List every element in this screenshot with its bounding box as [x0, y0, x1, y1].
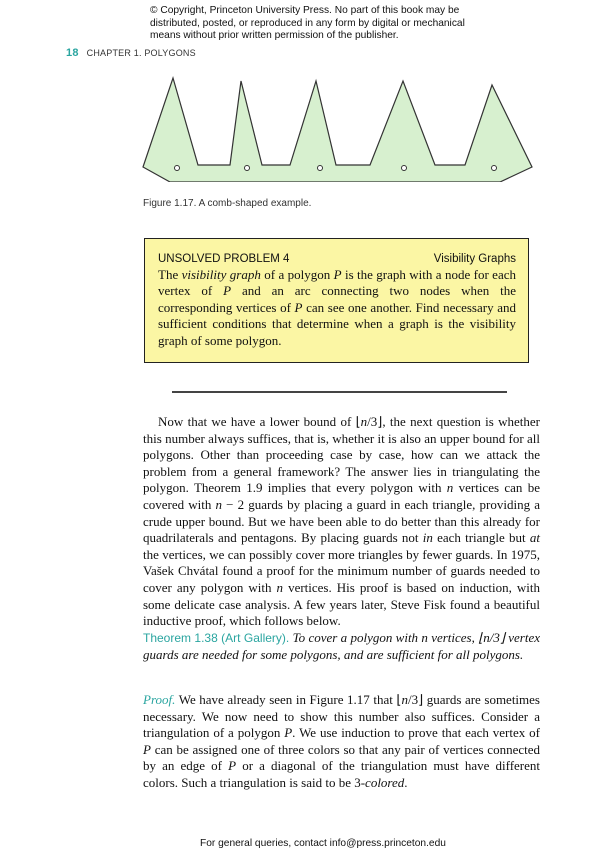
unsolved-problem-box — [144, 238, 529, 363]
theorem-label: Theorem 1.38 (Art Gallery). — [143, 631, 290, 645]
problem-topic: Visibility Graphs — [433, 253, 516, 265]
guard-marker — [175, 166, 180, 171]
comb-polygon — [143, 78, 532, 182]
chapter-title: CHAPTER 1. POLYGONS — [86, 48, 196, 58]
problem-body: The visibility graph of a polygon P is the graph with a node for each vertex of P and an arc connecting two nodes when the corresponding vertices of P can see one another. Find necessary and sufficient conditions that determine when a graph is the visibility graph of some polygon. — [158, 267, 517, 348]
guard-marker — [402, 166, 407, 171]
page-number: 18 — [66, 47, 79, 59]
guard-marker — [318, 166, 323, 171]
theorem-text: To cover a polygon with n vertices, ⌊n/3⌋ vertex guards are needed for some polygons, and are sufficient for all polygons. — [143, 630, 541, 662]
figure-caption: Figure 1.17. A comb-shaped example. — [143, 198, 312, 209]
problem-title: UNSOLVED PROBLEM 4 — [158, 253, 290, 265]
guard-marker — [245, 166, 250, 171]
comb-polygon-figure — [140, 72, 540, 182]
proof-paragraph: Proof. We have already seen in Figure 1.17 that ⌊n/3⌋ guards are sometimes necessary. We now need to show this number also suffices. Consider a triangulation of a polygon P. We use induction to prove that each vertex of P can be assigned one of three colors so that any pair of vertices connected by an edge of P or a diagonal of the triangulation must have different colors. Such a triangulation is said to be 3-colored. — [143, 692, 541, 790]
guard-marker — [492, 166, 497, 171]
section-divider — [172, 391, 507, 393]
footer-contact: For general queries, contact info@press.princeton.edu — [200, 838, 446, 849]
running-head — [66, 47, 196, 59]
copyright-notice: © Copyright, Princeton University Press. No part of this book may be distributed, posted, or reproduced in any form by digital or mechanical means without prior written permission of the publisher. — [150, 5, 465, 41]
intro-paragraph: Now that we have a lower bound of ⌊n/3⌋, the next question is whether this number always suffices, that is, whether it is also an upper bound for all polygons. Other than proceeding case by case, how can we attack the problem from a general framework? The answer lies in triangulating the polygon. Theorem 1.9 implies that every polygon with n vertices can be covered with n − 2 guards by placing a guard in each triangle, providing a crude upper bound. But we have been able to do better than this already for quadrilaterals and pentagons. By placing guards not in each triangle but at the vertices, we can possibly cover more triangles by fewer guards. In 1975, Vašek Chvátal found a proof for the minimum number of guards needed to cover any polygon with n vertices. His proof is based on induction, with some delicate case analysis. A few years later, Steve Fisk found a beautiful inductive proof, which follows below. — [143, 414, 540, 629]
proof-label: Proof. — [143, 692, 176, 707]
theorem-statement — [143, 630, 540, 663]
problem-header — [158, 253, 516, 265]
